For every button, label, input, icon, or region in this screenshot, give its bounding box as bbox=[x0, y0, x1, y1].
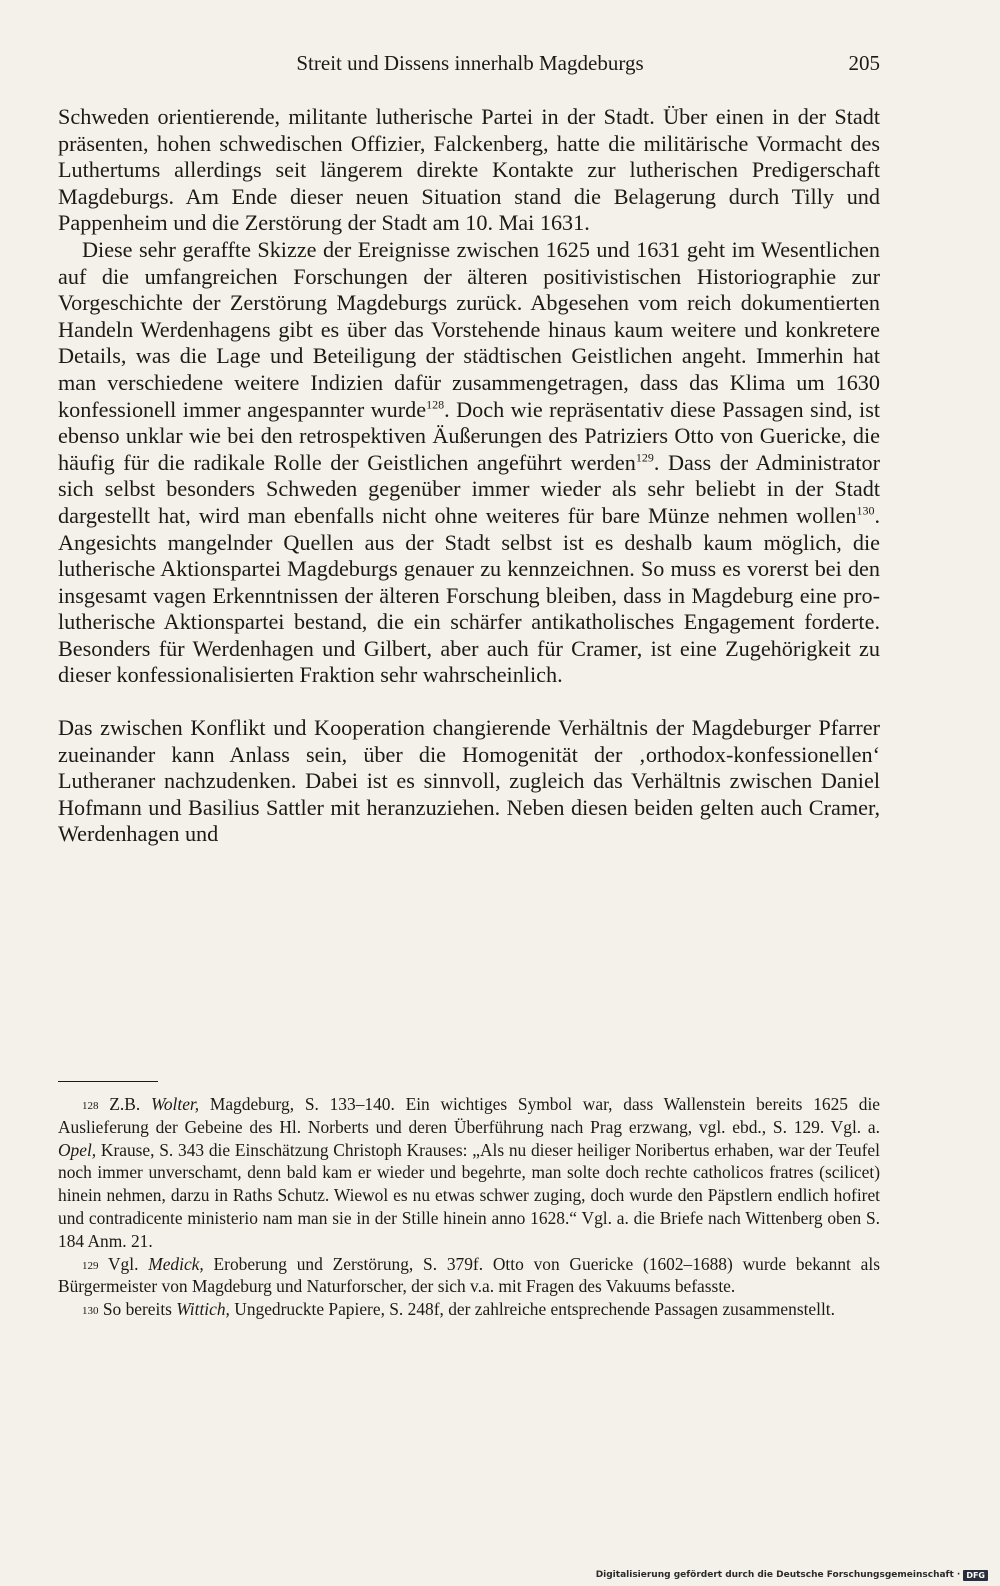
digitization-credit bbox=[596, 1567, 988, 1583]
paragraph-sketch bbox=[58, 237, 880, 689]
dfg-logo: DFG bbox=[963, 1570, 988, 1581]
footnote-divider bbox=[58, 1081, 158, 1082]
footnote-text: Vgl. bbox=[107, 1253, 149, 1274]
footnote-number: 129 bbox=[82, 1259, 99, 1272]
paragraph-text: . Doch wie repräsentativ diese Passagen sind, ist ebenso unklar wie bei den retrospektiven Äußerungen des Patriziers Otto von Guericke, die häufig für die radikale Rolle der Geistlichen angeführt werden bbox=[58, 396, 880, 475]
paragraph-continued: Schweden orientierende, militante lutherische Partei in der Stadt. Über einen in der Stadt präsenten, hohen schwedischen Offizier, Falckenberg, hatte die militärische Vormacht des Luthertums allerdings seit längerem direkte Kontakte zur lutherischen Predigerschaft Magdeburgs. Am Ende dieser neuen Situation stand die Belagerung durch Tilly und Pappenheim und die Zerstörung der Stadt am 10. Mai 1631. bbox=[58, 104, 880, 236]
footnote-text: Eroberung und Zerstörung, S. 379f. Otto von Guericke (1602–1688) wurde bekannt als Bürgermeister von Magdeburg und Naturforscher, der sich v.a. mit Fragen des Vakuums befasste. bbox=[58, 1253, 880, 1297]
footnote-128 bbox=[58, 1093, 880, 1253]
footnote-ref-130[interactable]: 130 bbox=[856, 503, 875, 518]
paragraph-new-section: Das zwischen Konflikt und Kooperation changierende Verhältnis der Magdeburger Pfarrer zueinander kann Anlass sein, über die Homogenität der ‚orthodox-konfessionellen‘ Lutheraner nachzudenken. Dabei ist es sinnvoll, zugleich das Verhältnis zwischen Daniel Hofmann und Basilius Sattler mit heranzuziehen. Neben diesen beiden gelten auch Cramer, Werdenhagen und bbox=[58, 715, 880, 847]
page-number: 205 bbox=[848, 51, 880, 75]
main-text bbox=[58, 104, 880, 848]
author-name: Wolter, bbox=[150, 1094, 200, 1114]
author-name: Wittich, bbox=[176, 1299, 230, 1320]
credit-text: Digitalisierung gefördert durch die Deutsche Forschungsgemeinschaft · bbox=[595, 1570, 961, 1580]
footnote-ref-129[interactable]: 129 bbox=[635, 450, 654, 465]
footnote-130 bbox=[58, 1298, 880, 1321]
footnote-text: So bereits bbox=[102, 1299, 177, 1320]
running-title: Streit und Dissens innerhalb Magdeburgs bbox=[296, 51, 644, 75]
author-name: Medick, bbox=[148, 1253, 204, 1274]
footnote-text: Krause, S. 343 die Einschätzung Christoph Krauses: „Als nu dieser heiliger Noribertus erhaben, war der Teufel noch immer unverschamt, denn bald kam er wieder und begehrte, man solte doch rechte catholicos fratres (scilicet) hinein nehmen, darzu in Raths Schutz. Wiewol es nu etwas schwer zuging, doch wurde den Päpstlern endlich hofiret und contradicente ministerio nam man sie in der Stille hinein anno 1628.“ Vgl. a. die Briefe nach Wittenberg oben S. 184 Anm. 21. bbox=[58, 1139, 880, 1251]
footnote-text: Ungedruckte Papiere, S. 248f, der zahlreiche entsprechende Passagen zusammenstellt. bbox=[229, 1299, 835, 1320]
paragraph-text: . Angesichts mangelnder Quellen aus der Stadt selbst ist es deshalb kaum möglich, die lutherische Aktionspartei Magdeburgs genauer zu kennzeichnen. So muss es vorerst bei den insgesamt vagen Erkenntnissen der älteren Forschung bleiben, dass in Magdeburg eine pro-lutherische Aktionspartei bestand, die ein schärfer antikatholisches Engagement forderte. Besonders für Werdenhagen und Gilbert, aber auch für Cramer, ist eine Zugehörigkeit zu dieser konfessionalisierten Fraktion sehr wahrscheinlich. bbox=[58, 502, 880, 688]
paragraph-text: . Dass der Administrator sich selbst besonders Schweden gegenüber immer wieder als sehr beliebt in der Stadt dargestellt hat, wird man ebenfalls nicht ohne weiteres für bare Münze nehmen wollen bbox=[58, 449, 880, 528]
footnote-text: Magdeburg, S. 133–140. Ein wichtiges Symbol war, dass Wallenstein bereits 1625 die Auslieferung der Gebeine des Hl. Norberts und deren Überführung nach Prag erzwang, vgl. ebd., S. 129. Vgl. a. bbox=[58, 1094, 880, 1137]
running-head bbox=[60, 48, 880, 78]
footnote-text: Z.B. bbox=[109, 1094, 151, 1114]
footnote-ref-128[interactable]: 128 bbox=[426, 397, 445, 412]
footnote-number: 128 bbox=[82, 1100, 99, 1112]
footnote-129 bbox=[58, 1253, 880, 1299]
paragraph-text: Diese sehr geraffte Skizze der Ereignisse zwischen 1625 und 1631 geht im Wesentlichen auf die umfangreichen Forschungen der älteren positivistischen Historiographie zur Vorgeschichte der Zerstörung Magdeburgs zurück. Abgesehen vom reich dokumentierten Handeln Werdenhagens gibt es über das Vorstehende hinaus kaum weitere und konkretere Details, was die Lage und Beteiligung der städtischen Geistlichen angeht. Immerhin hat man verschiedene weitere Indizien dafür zusammengetragen, dass das Klima um 1630 konfessionell immer angespannter wurde bbox=[58, 236, 880, 422]
author-name: Opel, bbox=[58, 1139, 97, 1160]
footnotes bbox=[58, 1093, 880, 1321]
footnote-number: 130 bbox=[82, 1305, 99, 1318]
